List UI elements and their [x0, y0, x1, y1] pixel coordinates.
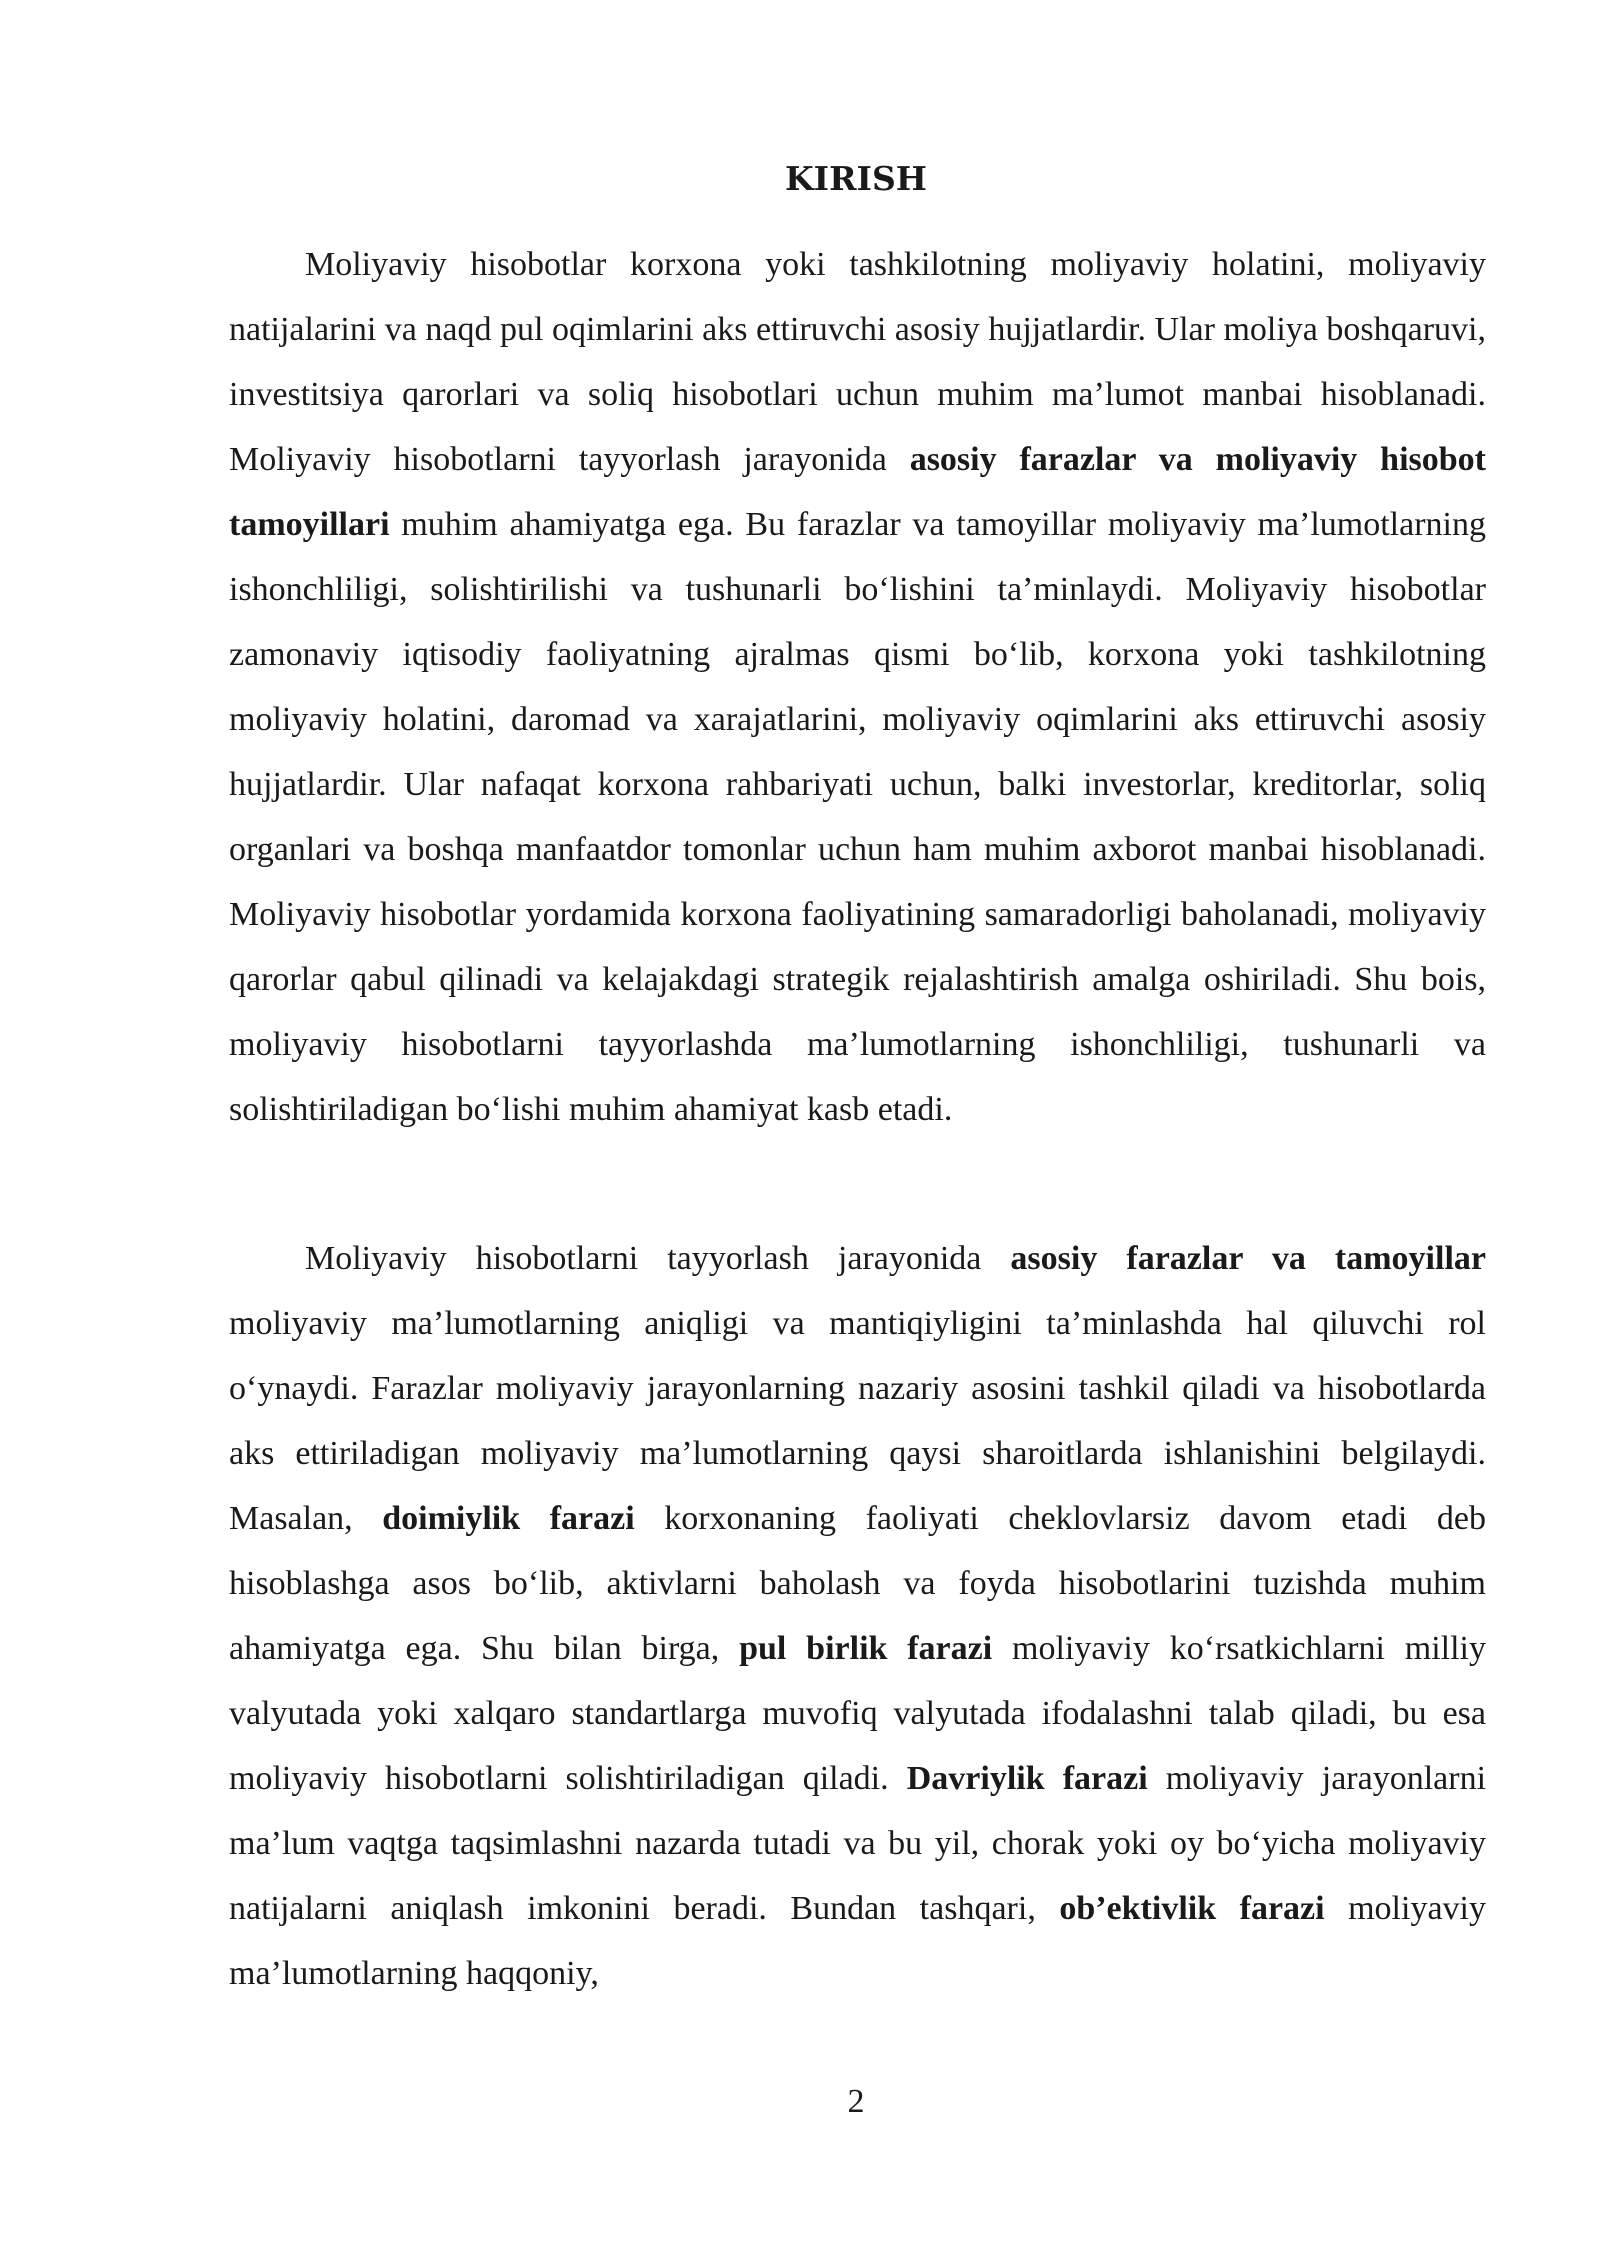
paragraph-2-text: korxonaning faoliyati cheklovlarsiz davom etadi deb hisoblashga asos bo‘lib, aktivlarni baholash va foyda hisobotlarini tuzishda muhim ahamiyatga ega. Shu bilan birga,	[229, 1500, 1486, 1667]
page-title: KIRISH	[785, 159, 927, 198]
page-number: 2	[847, 2083, 865, 2120]
paragraph-1	[229, 232, 1486, 1142]
paragraph-2-text: moliyaviy jarayonlarni ma’lum vaqtga taqsimlashni nazarda tutadi va bu yil, chorak yoki oy bo‘yicha moliyaviy natijalarni aniqlash imkonini beradi. Bundan tashqari,	[229, 1760, 1487, 1927]
paragraph-2-bold-term: doimiylik farazi	[382, 1500, 635, 1537]
paragraph-2-text: moliyaviy ko‘rsatkichlarni milliy valyutada yoki xalqaro standartlarga muvofiq valyutada ifodalashni talab qiladi, bu esa moliyaviy hisobotlarni solishtiriladigan qiladi.	[229, 1630, 1486, 1797]
paragraph-2-bold-term: asosiy farazlar va tamoyillar	[1010, 1240, 1486, 1277]
paragraph-2-bold-term: ob’ektivlik farazi	[1059, 1890, 1325, 1927]
paragraph-2-text: moliyaviy ma’lumotlarning aniqligi va mantiqiyligini ta’minlashda hal qiluvchi rol o‘ynaydi. Farazlar moliyaviy jarayonlarning nazariy asosini tashkil qiladi va hisobotlarda aks ettiriladigan moliyaviy ma’lumotlarning qaysi sharoitlarda ishlanishini belgilaydi. Masalan,	[229, 1305, 1486, 1537]
paragraph-2-text: moliyaviy ma’lumotlarning haqqoniy,	[229, 1890, 1486, 1992]
paragraph-1-text: muhim ahamiyatga ega. Bu farazlar va tamoyillar moliyaviy ma’lumotlarning ishonchliligi, solishtirilishi va tushunarli bo‘lishini ta’minlaydi. Moliyaviy hisobotlar zamonaviy iqtisodiy faoliyatning ajralmas qismi bo‘lib, korxona yoki tashkilotning moliyaviy holatini, daromad va xarajatlarini, moliyaviy oqimlarini aks ettiruvchi asosiy hujjatlardir. Ular nafaqat korxona rahbariyati uchun, balki investorlar, kreditorlar, soliq organlari va boshqa manfaatdor tomonlar uchun ham muhim axborot manbai hisoblanadi. Moliyaviy hisobotlar yordamida korxona faoliyatining samaradorligi baholanadi, moliyaviy qarorlar qabul qilinadi va kelajakdagi strategik rejalashtirish amalga oshiriladi. Shu bois, moliyaviy hisobotlarni tayyorlashda ma’lumotlarning ishonchliligi, tushunarli va solishtiriladigan bo‘lishi muhim ahamiyat kasb etadi.	[229, 506, 1486, 1128]
paragraph-1-bold-term: asosiy farazlar va moliyaviy hisobot tamoyillari	[229, 441, 1486, 543]
paragraph-2-bold-term: pul birlik farazi	[739, 1630, 993, 1667]
paragraph-2-bold-term: Davriylik farazi	[906, 1760, 1148, 1797]
paragraph-2	[229, 1226, 1486, 2006]
paragraph-1-text: Moliyaviy hisobotlar korxona yoki tashkilotning moliyaviy holatini, moliyaviy natijalarini va naqd pul oqimlarini aks ettiruvchi asosiy hujjatlardir. Ular moliya boshqaruvi, investitsiya qarorlari va soliq hisobotlari uchun muhim ma’lumot manbai hisoblanadi. Moliyaviy hisobotlarni tayyorlash jarayonida	[229, 246, 1486, 478]
paragraph-2-text: Moliyaviy hisobotlarni tayyorlash jarayonida	[305, 1240, 1011, 1277]
